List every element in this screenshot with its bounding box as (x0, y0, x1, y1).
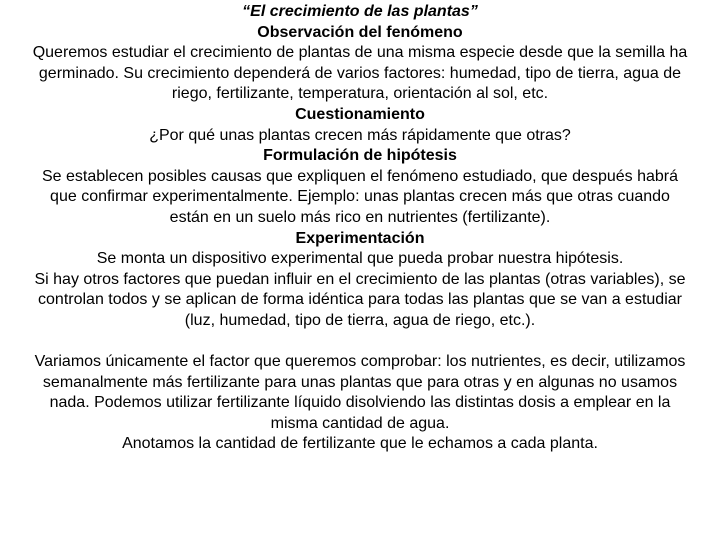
paragraph-experimentacion-4: Anotamos la cantidad de fertilizante que le echamos a cada planta. (122, 435, 598, 453)
heading-experimentacion: Experimentación (295, 229, 425, 247)
paragraph-experimentacion-2: Si hay otros factores que puedan influir en el crecimiento de las plantas (otras variables), se controlan todos y se aplican de forma idéntica para todas las plantas que se van a estudiar (luz, humedad, tipo de tierra, agua de riego, etc.). (34, 270, 686, 329)
heading-cuestionamiento: Cuestionamiento (295, 105, 425, 123)
document-title: “El crecimiento de las plantas” (242, 3, 478, 20)
paragraph-hipotesis: Se establecen posibles causas que expliquen el fenómeno estudiado, que después habrá que confirmar experimentalmente. Ejemplo: unas plantas crecen más que otras cuando están en un suelo más rico en nutrientes (fertilizante). (41, 167, 678, 226)
paragraph-cuestionamiento: ¿Por qué unas plantas crecen más rápidamente que otras? (149, 126, 571, 144)
heading-observacion: Observación del fenómeno (257, 23, 463, 41)
paragraph-observacion: Queremos estudiar el crecimiento de plantas de una misma especie desde que la semilla ha germinado. Su crecimiento dependerá de varios factores: humedad, tipo de tierra, agua de riego, fertilizante, temperatura, orientación al sol, etc. (32, 44, 688, 103)
paragraph-experimentacion-3: Variamos únicamente el factor que queremos comprobar: los nutrientes, es decir, utilizamos semanalmente más fertilizante para unas plantas que para otras y en algunas no usamos nada. Podemos utilizar fertilizante líquido disolviendo las distintas dosis a emplear en la misma cantidad de agua. (34, 353, 686, 432)
paragraph-experimentacion-1: Se monta un dispositivo experimental que pueda probar nuestra hipótesis. (96, 250, 624, 268)
blank-line (32, 332, 688, 353)
heading-hipotesis: Formulación de hipótesis (263, 147, 457, 165)
